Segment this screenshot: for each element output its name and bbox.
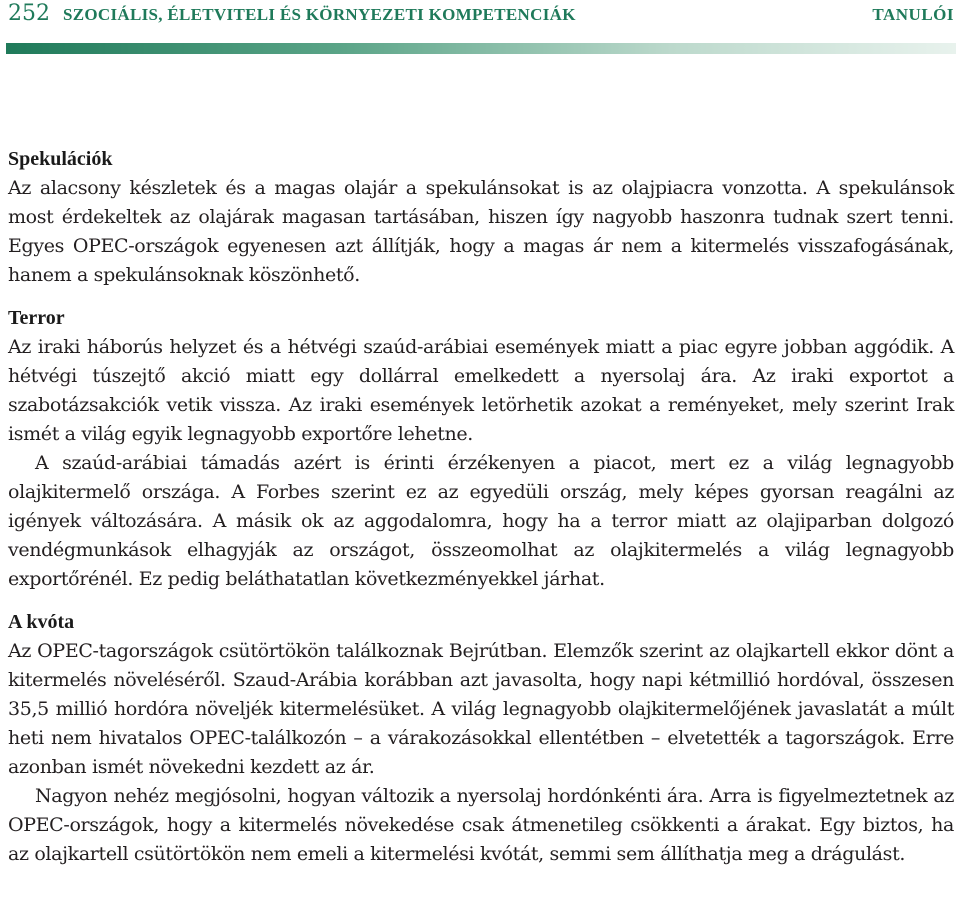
section-heading: Terror bbox=[8, 307, 65, 329]
paragraph: Az iraki háborús helyzet és a hétvégi szaúd-arábiai események miatt a piac egyre jobban aggódik. A hétvégi túszejtő akció miatt egy dollárral emelkedett a nyersolaj ára. Az iraki exportot a szabotázsakciók vetik vissza. Az iraki események letörhetik azokat a reményeket, mely szerint Irak ismét a világ egyik legnagyobb exportőre lehetne. bbox=[8, 336, 954, 445]
section-heading: A kvóta bbox=[8, 611, 75, 633]
paragraph: Az OPEC-tagországok csütörtökön találkoznak Bejrútban. Elemzők szerint az olajkartell ekkor dönt a kitermelés növeléséről. Szaud-Arábia korábban azt javasolta, hogy napi kétmillió hordóval, összesen 35,5 millió hordóra növeljék kitermelésüket. A világ legnagyobb olajkitermelőjének javaslatát a múlt heti nem hivatalos OPEC-találkozón – a várakozásokkal ellentétben – elvetették a tagországok. Erre azonban ismét növekedni kezdett az ár. bbox=[8, 640, 954, 778]
section-label: TANULÓI bbox=[872, 5, 954, 24]
page-number: 252 bbox=[8, 1, 50, 26]
article-body bbox=[8, 145, 954, 883]
section-heading: Spekulációk bbox=[8, 148, 113, 170]
paragraph: Az alacsony készletek és a magas olajár a spekulánsokat is az olajpiacra vonzotta. A spekulánsok most érdekeltek az olajárak magasan tartásában, hiszen így nagyobb haszonra tudnak szert tenni. Egyes OPEC-országok egyenesen azt állítják, hogy a magas ár nem a kitermelés visszafogásának, hanem a spekulánsoknak köszönhető. bbox=[8, 177, 954, 286]
section-spekulaciok bbox=[8, 145, 954, 290]
section-terror bbox=[8, 304, 954, 594]
page-header bbox=[8, 0, 956, 30]
paragraph: Nagyon nehéz megjósolni, hogyan változik a nyersolaj hordónkénti ára. Arra is figyelmeztetnek az OPEC-országok, hogy a kitermelés növekedése csak átmenetileg csökkenti a árakat. Egy biztos, ha az olajkartell csütörtökön nem emeli a kitermelési kvótát, semmi sem állíthatja meg a drágulást. bbox=[8, 785, 954, 865]
section-kvota bbox=[8, 608, 954, 869]
header-divider bbox=[6, 43, 956, 54]
chapter-title: SZOCIÁLIS, ÉLETVITELI ÉS KÖRNYEZETI KOMPETENCIÁK bbox=[63, 5, 576, 24]
paragraph: A szaúd-arábiai támadás azért is érinti érzékenyen a piacot, mert ez a világ legnagyobb olajkitermelő országa. A Forbes szerint ez az egyedüli ország, mely képes gyorsan reagálni az igények változására. A másik ok az aggodalomra, hogy ha a terror miatt az olajiparban dolgozó vendégmunkások elhagyják az országot, összeomolhat az olajkitermelés a világ legnagyobb exportőrénél. Ez pedig beláthatatlan következményekkel járhat. bbox=[8, 452, 954, 590]
